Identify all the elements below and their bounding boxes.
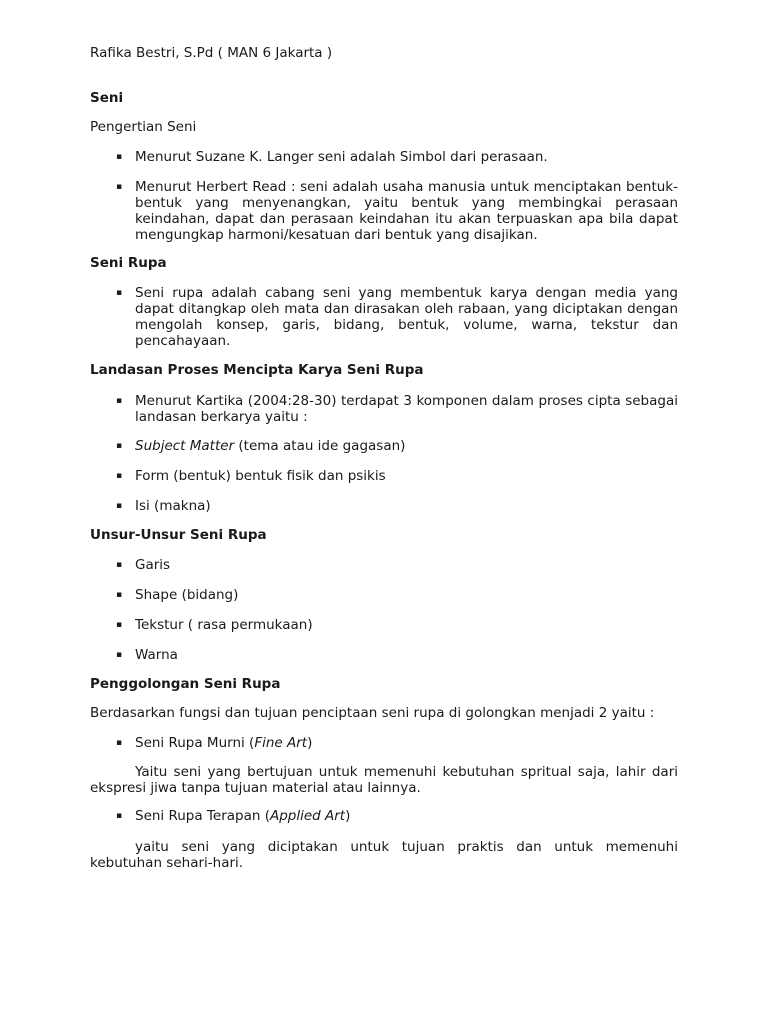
list-item-text: Shape (bidang) xyxy=(135,587,239,603)
list-item xyxy=(90,587,678,603)
bullet-icon: ▪ xyxy=(116,501,123,511)
bullet-icon: ▪ xyxy=(116,471,123,481)
list-item xyxy=(90,647,678,663)
bullet-icon: ▪ xyxy=(116,738,123,748)
bullet-icon: ▪ xyxy=(116,811,123,821)
list-item-text: Menurut Herbert Read : seni adalah usaha manusia untuk menciptakan bentuk-bentuk yang menyenangkan, yaitu bentuk yang membingkai perasaan keindahan, dapat dan perasaan keindahan itu akan terpuaskan apa bila dapat mengungkap harmoni/kesatuan dari bentuk yang disajikan. xyxy=(135,179,678,243)
list-item-text: Seni rupa adalah cabang seni yang membentuk karya dengan media yang dapat ditangkap oleh mata dan dirasakan oleh rabaan, yang diciptakan dengan mengolah konsep, garis, bidang, bentuk, volume, warna, tekstur dan pencahayaan. xyxy=(135,285,678,349)
murni-prefix: Seni Rupa Murni ( xyxy=(135,735,255,751)
terapan-italic: Applied Art xyxy=(269,808,346,824)
bullet-icon: ▪ xyxy=(116,182,123,192)
terapan-prefix: Seni Rupa Terapan ( xyxy=(135,808,270,824)
bullet-icon: ▪ xyxy=(116,620,123,630)
bullet-icon: ▪ xyxy=(116,560,123,570)
heading-seni: Seni xyxy=(90,90,124,106)
list-item-text: Menurut Suzane K. Langer seni adalah Simbol dari perasaan. xyxy=(135,149,548,165)
list-item xyxy=(90,498,678,514)
list-item xyxy=(90,438,678,454)
bullet-icon: ▪ xyxy=(116,590,123,600)
heading-seni-rupa: Seni Rupa xyxy=(90,255,167,271)
bullet-icon: ▪ xyxy=(116,152,123,162)
list-item xyxy=(90,617,678,633)
list-item-text xyxy=(135,438,678,454)
bullet-icon: ▪ xyxy=(116,288,123,298)
heading-unsur: Unsur-Unsur Seni Rupa xyxy=(90,527,267,543)
list-item xyxy=(90,735,678,751)
list-item-text: Warna xyxy=(135,647,178,663)
list-item-text: Isi (makna) xyxy=(135,498,211,514)
list-item-text xyxy=(135,735,678,751)
bullet-icon: ▪ xyxy=(116,441,123,451)
subheading-pengertian-seni: Pengertian Seni xyxy=(90,119,197,135)
list-item-text: Tekstur ( rasa permukaan) xyxy=(135,617,313,633)
list-item xyxy=(90,149,678,165)
heading-penggolongan: Penggolongan Seni Rupa xyxy=(90,676,281,692)
list-item-text: Garis xyxy=(135,557,171,573)
author-line: Rafika Bestri, S.Pd ( MAN 6 Jakarta ) xyxy=(90,45,333,61)
penggolongan-intro: Berdasarkan fungsi dan tujuan penciptaan seni rupa di golongkan menjadi 2 yaitu : xyxy=(90,705,655,721)
list-item xyxy=(90,557,678,573)
list-item-text: Form (bentuk) bentuk fisik dan psikis xyxy=(135,468,386,484)
murni-suffix: ) xyxy=(307,735,313,751)
heading-landasan: Landasan Proses Mencipta Karya Seni Rupa xyxy=(90,362,424,378)
list-item-text: Menurut Kartika (2004:28-30) terdapat 3 komponen dalam proses cipta sebagai landasan berkarya yaitu : xyxy=(135,393,678,425)
subject-matter-italic: Subject Matter xyxy=(135,438,235,454)
bullet-icon: ▪ xyxy=(116,396,123,406)
terapan-description: yaitu seni yang diciptakan untuk tujuan praktis dan untuk memenuhi kebutuhan sehari-hari. xyxy=(90,839,678,871)
bullet-icon: ▪ xyxy=(116,650,123,660)
murni-description: Yaitu seni yang bertujuan untuk memenuhi kebutuhan spritual saja, lahir dari ekspresi jiwa tanpa tujuan material atau lainnya. xyxy=(90,764,678,796)
list-item xyxy=(90,468,678,484)
murni-italic: Fine Art xyxy=(254,735,308,751)
list-item xyxy=(90,179,678,243)
list-item xyxy=(90,285,678,349)
list-item xyxy=(90,808,678,824)
terapan-suffix: ) xyxy=(345,808,351,824)
list-item xyxy=(90,393,678,425)
list-item-text xyxy=(135,808,678,824)
subject-matter-rest: (tema atau ide gagasan) xyxy=(234,438,406,454)
